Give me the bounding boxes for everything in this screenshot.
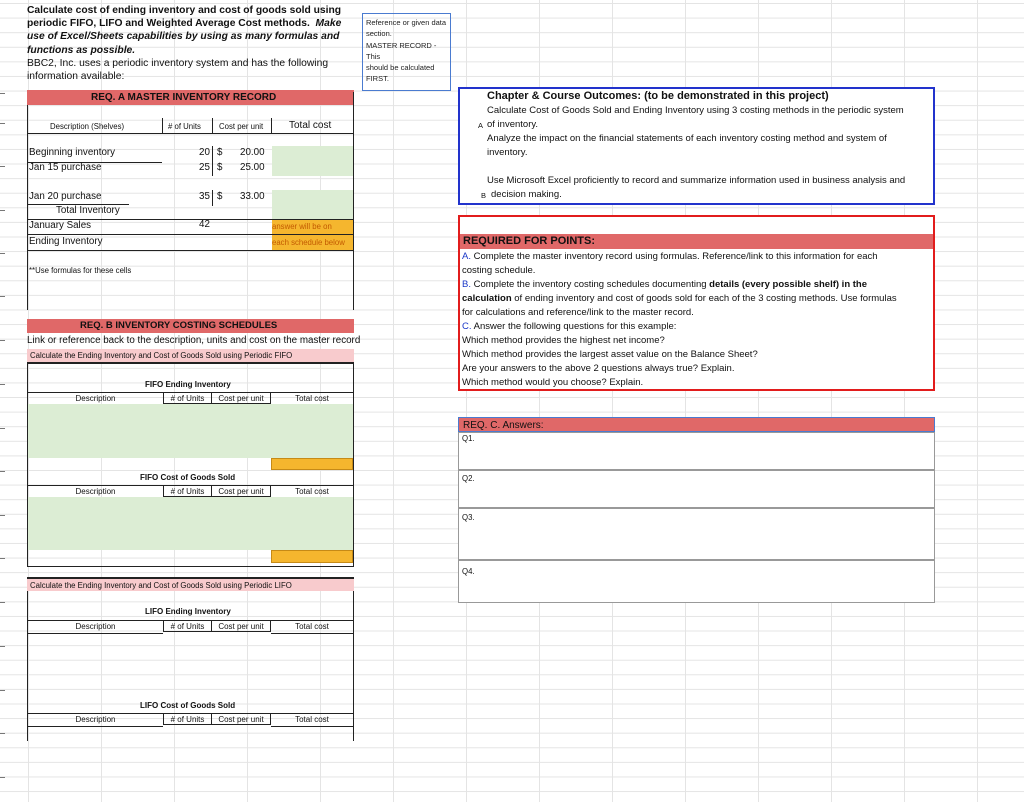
january-sales-units[interactable]: 42 xyxy=(199,219,210,230)
answer-q3-cell[interactable] xyxy=(458,508,935,560)
answer-q1-label: Q1. xyxy=(462,434,475,443)
fifo-caption: Calculate the Ending Inventory and Cost of Goods Sold using Periodic FIFO xyxy=(27,349,354,362)
required-text: calculation xyxy=(462,293,512,304)
master-cost-cell[interactable]: 20.00 xyxy=(240,147,265,158)
outcome-letter: B xyxy=(481,191,487,200)
answer-q2-cell[interactable] xyxy=(458,470,935,508)
required-letter: C. xyxy=(462,321,472,332)
ending-inventory-label: Ending Inventory xyxy=(29,236,103,247)
master-cost-cell[interactable]: 33.00 xyxy=(240,191,265,202)
answer-q3-label: Q3. xyxy=(462,513,475,522)
required-text: for calculations and reference/link to the master record. xyxy=(462,307,694,318)
required-text: Complete the inventory costing schedules documenting xyxy=(473,279,707,290)
req-b-title: REQ. B INVENTORY COSTING SCHEDULES xyxy=(27,319,354,333)
outcome-text: Analyze the impact on the financial statements of each inventory costing method and system of xyxy=(487,133,887,144)
col-cost: Cost per unit xyxy=(212,620,271,632)
col-units: # of Units xyxy=(163,713,212,725)
master-row-label: Beginning inventory xyxy=(29,147,116,158)
master-header-description: Description (Shelves) xyxy=(50,122,125,131)
master-header-total: Total cost xyxy=(289,120,332,131)
january-sales-label: January Sales xyxy=(29,220,92,231)
col-cost: Cost per unit xyxy=(212,713,271,725)
outcome-text: inventory. xyxy=(487,147,528,158)
lifo-caption: Calculate the Ending Inventory and Cost of Goods Sold using Periodic LIFO xyxy=(27,577,354,591)
col-cost: Cost per unit xyxy=(212,392,271,404)
required-letter: B. xyxy=(462,279,471,290)
answer-q1-cell[interactable] xyxy=(458,432,935,470)
col-total: Total cost xyxy=(271,392,353,406)
master-header-cost: Cost per unit xyxy=(219,122,264,131)
intro-line: use of Excel/Sheets capabilities by using as many formulas and xyxy=(27,31,340,43)
fifo-cogs-title: FIFO Cost of Goods Sold xyxy=(140,473,236,482)
master-header-units: # of Units xyxy=(168,122,201,131)
col-description: Description xyxy=(28,485,163,499)
master-units-cell[interactable]: 35 xyxy=(199,191,210,202)
required-question: Which method would you choose? Explain. xyxy=(462,377,644,388)
fifo-ending-entry-area[interactable] xyxy=(28,404,353,458)
required-question: Are your answers to the above 2 questions always true? Explain. xyxy=(462,363,735,374)
fifo-cogs-entry-area[interactable] xyxy=(28,497,353,550)
lifo-cogs-title: LIFO Cost of Goods Sold xyxy=(140,701,236,710)
fifo-ending-total-cell[interactable] xyxy=(271,458,353,470)
required-title: REQUIRED FOR POINTS: xyxy=(460,234,933,249)
required-letter: A. xyxy=(462,251,471,262)
col-description: Description xyxy=(28,392,163,406)
currency-symbol: $ xyxy=(217,162,223,173)
col-cost: Cost per unit xyxy=(212,485,271,497)
answer-note-cell: answer will be on xyxy=(272,220,353,234)
master-units-cell[interactable]: 20 xyxy=(199,147,210,158)
required-text: of ending inventory and cost of goods sold for each of the 3 costing methods. Use formulas xyxy=(514,293,897,304)
required-question: Which method provides the highest net income? xyxy=(462,335,665,346)
required-text: Answer the following questions for this example: xyxy=(473,321,677,332)
outcome-text: decision making. xyxy=(491,189,562,200)
outcome-text: Calculate Cost of Goods Sold and Ending Inventory using 3 costing methods in the periodic system xyxy=(487,105,904,116)
master-units-cell[interactable]: 25 xyxy=(199,162,210,173)
col-total: Total cost xyxy=(271,620,353,634)
outcome-text: Use Microsoft Excel proficiently to record and summarize information used in business analysis and xyxy=(487,175,906,186)
required-text: Complete the master inventory record using formulas. Reference/link to this information for each xyxy=(473,251,878,262)
outcomes-title: Chapter & Course Outcomes: (to be demonstrated in this project) xyxy=(487,90,829,102)
col-units: # of Units xyxy=(163,485,212,497)
col-description: Description xyxy=(28,620,163,634)
col-description: Description xyxy=(28,713,163,727)
intro-text: Calculate cost of ending inventory and cost of goods sold using periodic FIFO, LIFO and Weighted Average Cost methods. Make use of Excel/Sheets capabilities by using as many formulas and functions as possible. BBC2, Inc. uses a periodic inventory system and has the following information available: xyxy=(27,4,357,83)
master-record-title: REQ. A MASTER INVENTORY RECORD xyxy=(27,90,354,105)
intro-line: periodic FIFO, LIFO and Weighted Average Cost methods. xyxy=(27,18,310,30)
total-inventory-label: Total Inventory xyxy=(56,205,120,216)
formula-note: **Use formulas for these cells xyxy=(29,266,132,275)
col-total: Total cost xyxy=(271,485,353,499)
required-text: costing schedule. xyxy=(462,265,536,276)
outcome-text: of inventory. xyxy=(487,119,539,130)
required-text: details (every possible shelf) in the xyxy=(709,279,868,290)
required-question: Which method provides the largest asset value on the Balance Sheet? xyxy=(462,349,758,360)
fifo-ending-title: FIFO Ending Inventory xyxy=(145,380,231,389)
answers-title: REQ. C. Answers: xyxy=(458,417,935,432)
answer-q2-label: Q2. xyxy=(462,474,475,483)
col-units: # of Units xyxy=(163,620,212,632)
intro-line: BBC2, Inc. uses a periodic inventory system and has the following xyxy=(27,57,329,69)
master-row-label: Jan 15 purchase xyxy=(29,162,102,173)
col-total: Total cost xyxy=(271,713,353,727)
intro-line: Calculate cost of ending inventory and cost of goods sold using xyxy=(27,5,342,16)
currency-symbol: $ xyxy=(217,191,223,202)
currency-symbol: $ xyxy=(217,147,223,158)
answer-q4-cell[interactable] xyxy=(458,560,935,603)
master-row-label: Jan 20 purchase xyxy=(29,191,102,202)
lifo-ending-title: LIFO Ending Inventory xyxy=(145,607,231,616)
col-units: # of Units xyxy=(163,392,212,404)
reference-note-box: Reference or given data section. MASTER RECORD - This should be calculated FIRST. xyxy=(362,13,451,91)
master-cost-cell[interactable]: 25.00 xyxy=(240,162,265,173)
link-note: Link or reference back to the description, units and cost on the master record xyxy=(27,335,361,346)
outcome-letter: A xyxy=(478,121,484,130)
intro-line: information available: xyxy=(27,71,125,83)
answer-q4-label: Q4. xyxy=(462,567,475,576)
fifo-cogs-total-cell[interactable] xyxy=(271,550,353,563)
intro-line: functions as possible. xyxy=(27,44,136,56)
answer-note-cell: each schedule below xyxy=(272,235,353,250)
